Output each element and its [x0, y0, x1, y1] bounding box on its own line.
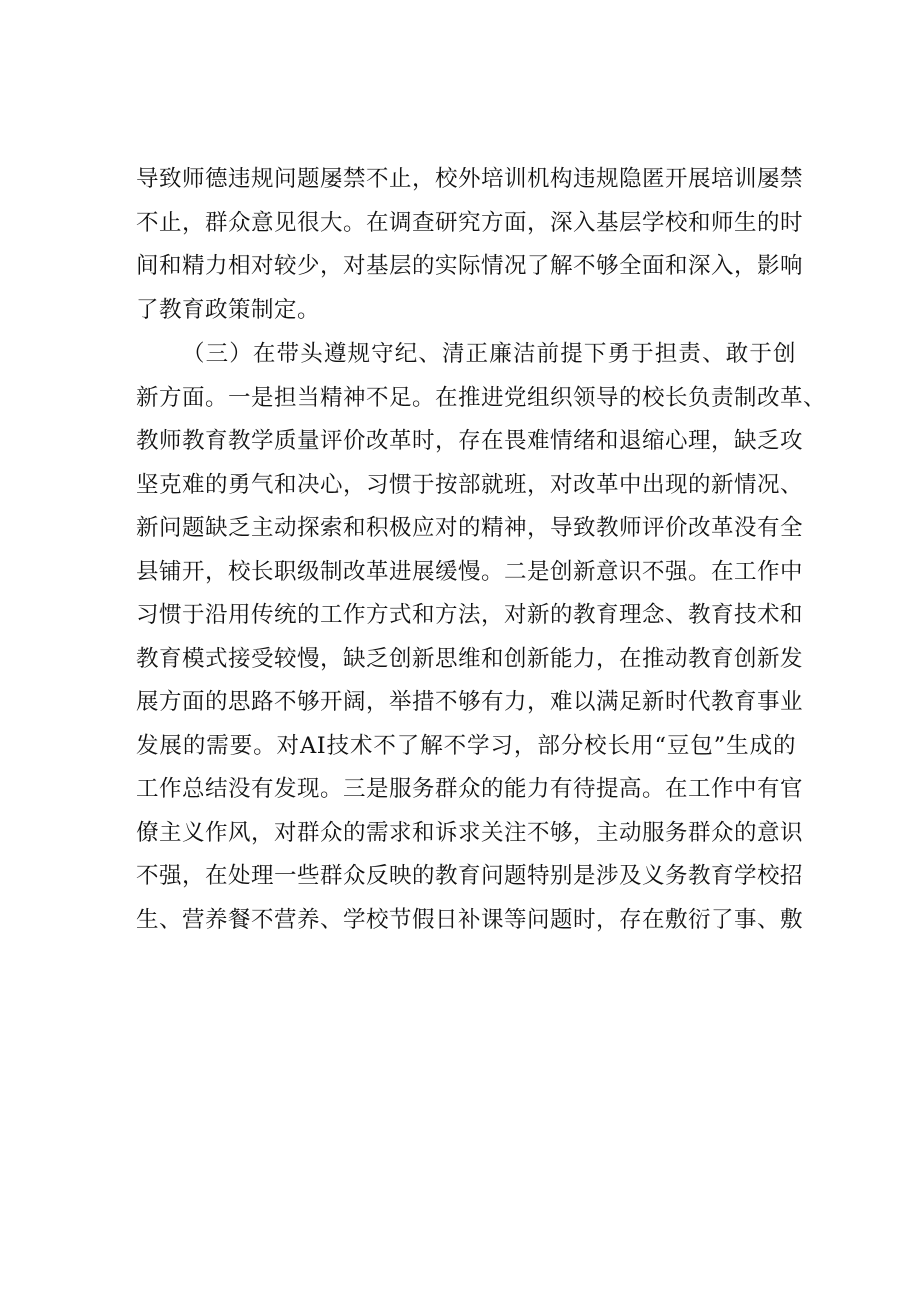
paragraph-line: 不强，在处理一些群众反映的教育问题特别是涉及义务教育学校招: [136, 863, 804, 889]
paragraph-line: 不止，群众意见很大。在调查研究方面，深入基层学校和师生的时: [136, 209, 804, 236]
paragraph-line: 间和精力相对较少，对基层的实际情况了解不够全面和深入，影响: [136, 253, 804, 279]
paragraph-line: 县铺开，校长职级制改革进展缓慢。二是创新意识不强。在工作中: [136, 558, 804, 585]
paragraph-line: 教师教育教学质量评价改革时，存在畏难情绪和退缩心理，缺乏攻: [136, 428, 804, 454]
paragraph-line: 新问题缺乏主动探索和积极应对的精神，导致教师评价改革没有全: [136, 515, 804, 541]
paragraph-1: [136, 158, 804, 332]
paragraph-line: 习惯于沿用传统的工作方式和方法，对新的教育理念、教育技术和: [136, 602, 804, 628]
paragraph-line: 生、营养餐不营养、学校节假日补课等问题时，存在敷衍了事、敷: [136, 906, 804, 933]
paragraph-line: 发展的需要。对AI技术不了解不学习，部分校长用“豆包”生成的: [136, 732, 796, 759]
paragraph-line: 教育模式接受较慢，缺乏创新思维和创新能力，在推动教育创新发: [136, 645, 804, 672]
paragraph-line: 了教育政策制定。: [136, 296, 321, 323]
paragraph-2: [136, 333, 827, 942]
paragraph-line: （三）在带头遵规守纪、清正廉洁前提下勇于担责、敢于创: [182, 341, 796, 367]
paragraph-line: 新方面。一是担当精神不足。在推进党组织领导的校长负责制改革、: [136, 384, 827, 411]
paragraph-line: 僚主义作风，对群众的需求和诉求关注不够，主动服务群众的意识: [136, 819, 804, 846]
paragraph-line: 工作总结没有发现。三是服务群众的能力有待提高。在工作中有官: [136, 776, 804, 802]
paragraph-line: 坚克难的勇气和决心，习惯于按部就班，对改革中出现的新情况、: [136, 471, 804, 498]
paragraph-line: 展方面的思路不够开阔，举措不够有力，难以满足新时代教育事业: [136, 689, 804, 715]
paragraph-line: 导致师德违规问题屡禁不止，校外培训机构违规隐匿开展培训屡禁: [136, 166, 804, 192]
